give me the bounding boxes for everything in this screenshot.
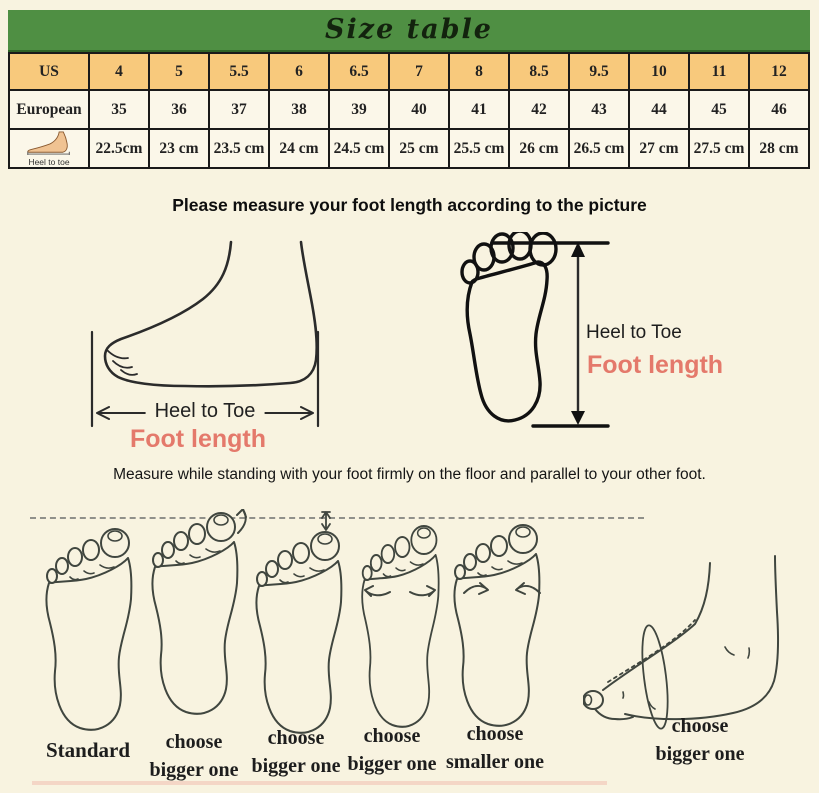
cm-cell: 23.5 cm <box>209 129 269 168</box>
cm-cell: 26.5 cm <box>569 129 629 168</box>
us-cell: 8.5 <box>509 53 569 90</box>
standing-note: Measure while standing with your foot firmly on the floor and parallel to your other foot. <box>113 466 706 483</box>
footprint-standard-drawing <box>44 525 144 740</box>
cm-cell: 24 cm <box>269 129 329 168</box>
eu-cell: 45 <box>689 90 749 129</box>
row-header-european: European <box>9 90 89 129</box>
us-cell: 12 <box>749 53 809 90</box>
cm-cell: 24.5 cm <box>329 129 389 168</box>
row-header-heel-to-toe <box>9 129 89 168</box>
cm-cell: 23 cm <box>149 129 209 168</box>
cm-cell: 27.5 cm <box>689 129 749 168</box>
us-cell: 7 <box>389 53 449 90</box>
eu-cell: 36 <box>149 90 209 129</box>
size-table-title-bar <box>8 10 810 52</box>
table-row-european <box>9 90 809 129</box>
row-header-us: US <box>9 53 89 90</box>
eu-cell: 39 <box>329 90 389 129</box>
footprint-toe-gap-drawing <box>254 510 354 734</box>
fit-label-smaller <box>425 720 565 776</box>
fit-label-line: choose <box>671 715 729 737</box>
fit-label-line: choose <box>165 731 223 753</box>
fit-label-line: choose <box>363 725 421 747</box>
eu-cell: 44 <box>629 90 689 129</box>
us-cell: 5.5 <box>209 53 269 90</box>
fit-label-line: Standard <box>45 738 131 762</box>
eu-cell: 37 <box>209 90 269 129</box>
us-cell: 11 <box>689 53 749 90</box>
eu-cell: 40 <box>389 90 449 129</box>
fit-label-line: choose <box>466 723 524 745</box>
eu-cell: 46 <box>749 90 809 129</box>
page-title: Size table <box>325 14 493 45</box>
footprint-wide-foot-drawing <box>354 522 454 737</box>
us-cell: 5 <box>149 53 209 90</box>
fit-label-line: bigger one <box>149 759 239 781</box>
us-cell: 6.5 <box>329 53 389 90</box>
us-cell: 6 <box>269 53 329 90</box>
scan-artifact-line <box>32 781 607 785</box>
fit-label-line: bigger one <box>251 755 341 777</box>
cm-cell: 25.5 cm <box>449 129 509 168</box>
size-table <box>8 52 810 169</box>
us-cell: 4 <box>89 53 149 90</box>
small-foot-icon-caption: Heel to toe <box>28 157 70 167</box>
table-row-us <box>9 53 809 90</box>
table-row-heel-to-toe <box>9 129 809 168</box>
fit-label-line: smaller one <box>446 751 544 773</box>
footprint-slim-foot-drawing <box>452 521 552 736</box>
cm-cell: 28 cm <box>749 129 809 168</box>
fit-label-bigger-instep <box>630 712 770 768</box>
eu-cell: 42 <box>509 90 569 129</box>
fit-label-line: choose <box>267 727 325 749</box>
foot-length-label-side: Foot length <box>129 425 267 453</box>
eu-cell: 41 <box>449 90 509 129</box>
fit-label-line: bigger one <box>655 743 745 765</box>
eu-cell: 38 <box>269 90 329 129</box>
eu-cell: 35 <box>89 90 149 129</box>
heel-to-toe-label-bottom: Heel to Toe <box>586 322 682 343</box>
cm-cell: 25 cm <box>389 129 449 168</box>
heel-to-toe-label-side: Heel to Toe <box>146 400 265 423</box>
cm-cell: 26 cm <box>509 129 569 168</box>
foot-length-label-bottom: Foot length <box>587 351 724 379</box>
measure-heading: Please measure your foot length according to the picture <box>172 195 647 215</box>
small-foot-icon <box>24 131 74 155</box>
fit-label-line: bigger one <box>347 753 437 775</box>
us-cell: 10 <box>629 53 689 90</box>
cm-cell: 27 cm <box>629 129 689 168</box>
us-cell: 8 <box>449 53 509 90</box>
footprint-long-toe-drawing <box>150 509 250 724</box>
eu-cell: 43 <box>569 90 629 129</box>
cm-cell: 22.5cm <box>89 129 149 168</box>
us-cell: 9.5 <box>569 53 629 90</box>
